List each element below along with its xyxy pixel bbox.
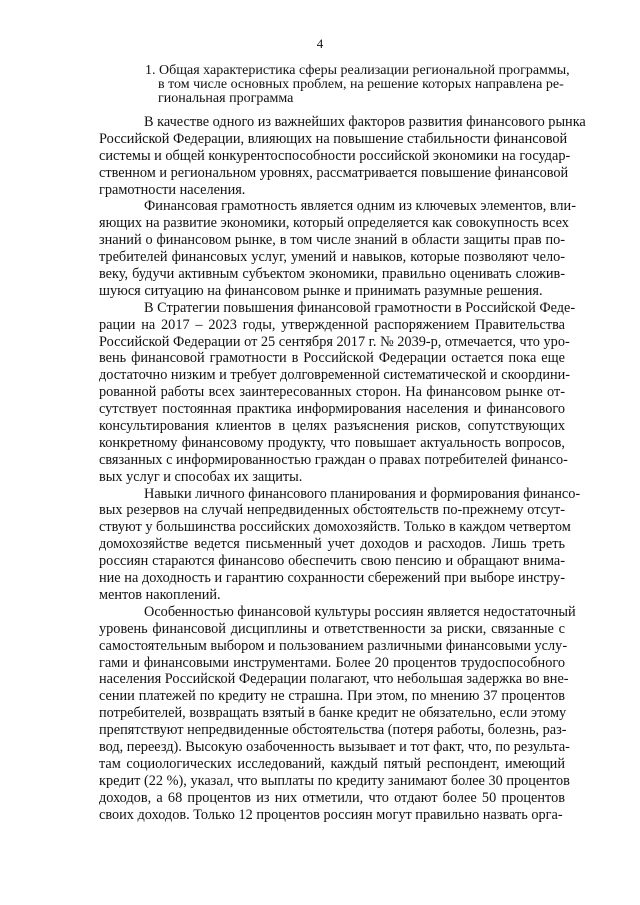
heading-line: гиональная программа (158, 91, 294, 106)
text-line: вых резервов на случай непредвиденных обстоятельств по-прежнему отсут- (99, 502, 565, 519)
document-body (99, 114, 586, 823)
text-line: самостоятельным выбором и пользованием различными финансовыми услу- (99, 637, 568, 654)
text-line: ние на доходность и гарантию сохранности сбережений при выборе инстру- (99, 570, 565, 587)
text-line: кредит (22 %), указал, что выплаты по кредиту занимают более 30 процентов (99, 772, 570, 789)
text-line: веку, будучи активным субъектом экономики, правильно оценивать сложив- (99, 266, 565, 283)
text-line: Особенностью финансовой культуры россиян является недостаточный (144, 603, 576, 620)
text-line: потребителей, возвращать взятый в банке кредит не обязательно, если этому (99, 705, 567, 722)
paragraph (99, 114, 586, 198)
text-line: там социологических исследований, каждый пятый респондент, имеющий (99, 755, 565, 772)
text-line: знаний о финансовом рынке, в том числе знаний в области защиты прав по- (99, 232, 565, 249)
text-line: связанных с информированностью граждан о правах потребителей финансо- (99, 451, 568, 468)
text-line: В Стратегии повышения финансовой грамотности в Российской Феде- (144, 299, 576, 316)
text-line: ментов накоплений. (99, 586, 221, 603)
text-line: конкретному финансовому продукту, что повышает актуальность вопросов, (99, 434, 565, 451)
text-line: системы и общей конкурентоспособности российской экономики на государ- (99, 147, 571, 164)
text-line: вых услуг и способах их защиты. (99, 468, 303, 485)
text-line: вень финансовой грамотности в Российской Федерации остается пока еще (99, 350, 565, 367)
text-line: россиян стараются финансово обеспечить свою пенсию и обращают внима- (99, 553, 565, 570)
text-line: населения Российской Федерации полагают, что небольшая задержка во вне- (99, 671, 569, 688)
text-line: доходов, а 68 процентов из них отметили, что отдают более 50 процентов (99, 789, 565, 806)
text-line: Финансовая грамотность является одним из ключевых элементов, вли- (144, 198, 576, 215)
text-line: уровень финансовой дисциплины и ответственности за риски, связанные с (99, 620, 565, 637)
heading-line: в том числе основных проблем, на решение которых направлена ре- (158, 77, 564, 92)
paragraph (99, 299, 576, 486)
paragraph (99, 198, 576, 299)
heading-line: 1. Общая характеристика сферы реализации региональной программы, (145, 63, 570, 78)
page-number: 4 (316, 36, 324, 51)
text-line: Российской Федерации, влияющих на повышение стабильности финансовой (99, 130, 568, 147)
text-line: яющих на развитие экономики, который определяется как совокупность всех (99, 215, 569, 232)
text-line: шуюся ситуацию на финансовом рынке и принимать разумные решения. (99, 282, 543, 299)
text-line: сении платежей по кредиту не страшна. При этом, по мнению 37 процентов (99, 688, 565, 705)
text-line: требителей финансовых услуг, умений и навыков, которые позволяют чело- (99, 249, 565, 266)
paragraph (99, 485, 581, 604)
text-line: Российской Федерации от 25 сентября 2017 г. № 2039-р, отмечается, что уро- (99, 333, 570, 350)
text-line: вод, переезд). Высокую озабоченность вызывает и тот факт, что, по результа- (99, 738, 570, 755)
text-line: домохозяйстве ведется письменный учет доходов и расходов. Лишь треть (99, 536, 565, 553)
section-heading (145, 63, 570, 106)
text-line: ственном и региональном уровнях, рассматривается повышение финансовой (99, 164, 569, 181)
text-line: ствуют у большинства российских домохозяйств. Только в каждом четвертом (99, 519, 571, 536)
text-line: сутствует постоянная практика информирования населения и финансового (99, 401, 565, 418)
text-line: рации на 2017 – 2023 годы, утвержденной распоряжением Правительства (99, 316, 565, 333)
text-line: своих доходов. Только 12 процентов россиян могут правильно назвать орга- (99, 806, 563, 823)
text-line: рованной работы всех заинтересованных сторон. На финансовом рынке от- (99, 384, 565, 401)
text-line: Навыки личного финансового планирования и формирования финансо- (144, 485, 581, 502)
text-line: В качестве одного из важнейших факторов развития финансового рынка (144, 114, 586, 130)
paragraph (99, 603, 576, 824)
text-line: гами и финансовыми инструментами. Более 20 процентов трудоспособного (99, 654, 565, 671)
text-line: препятствуют непредвиденные обстоятельства (потеря работы, болезнь, раз- (99, 722, 567, 739)
text-line: достаточно низким и требует долговременной систематической и скоордини- (99, 367, 571, 384)
text-line: грамотности населения. (99, 181, 246, 198)
text-line: консультирования клиентов в целях разъяснения рисков, сопутствующих (99, 418, 565, 435)
